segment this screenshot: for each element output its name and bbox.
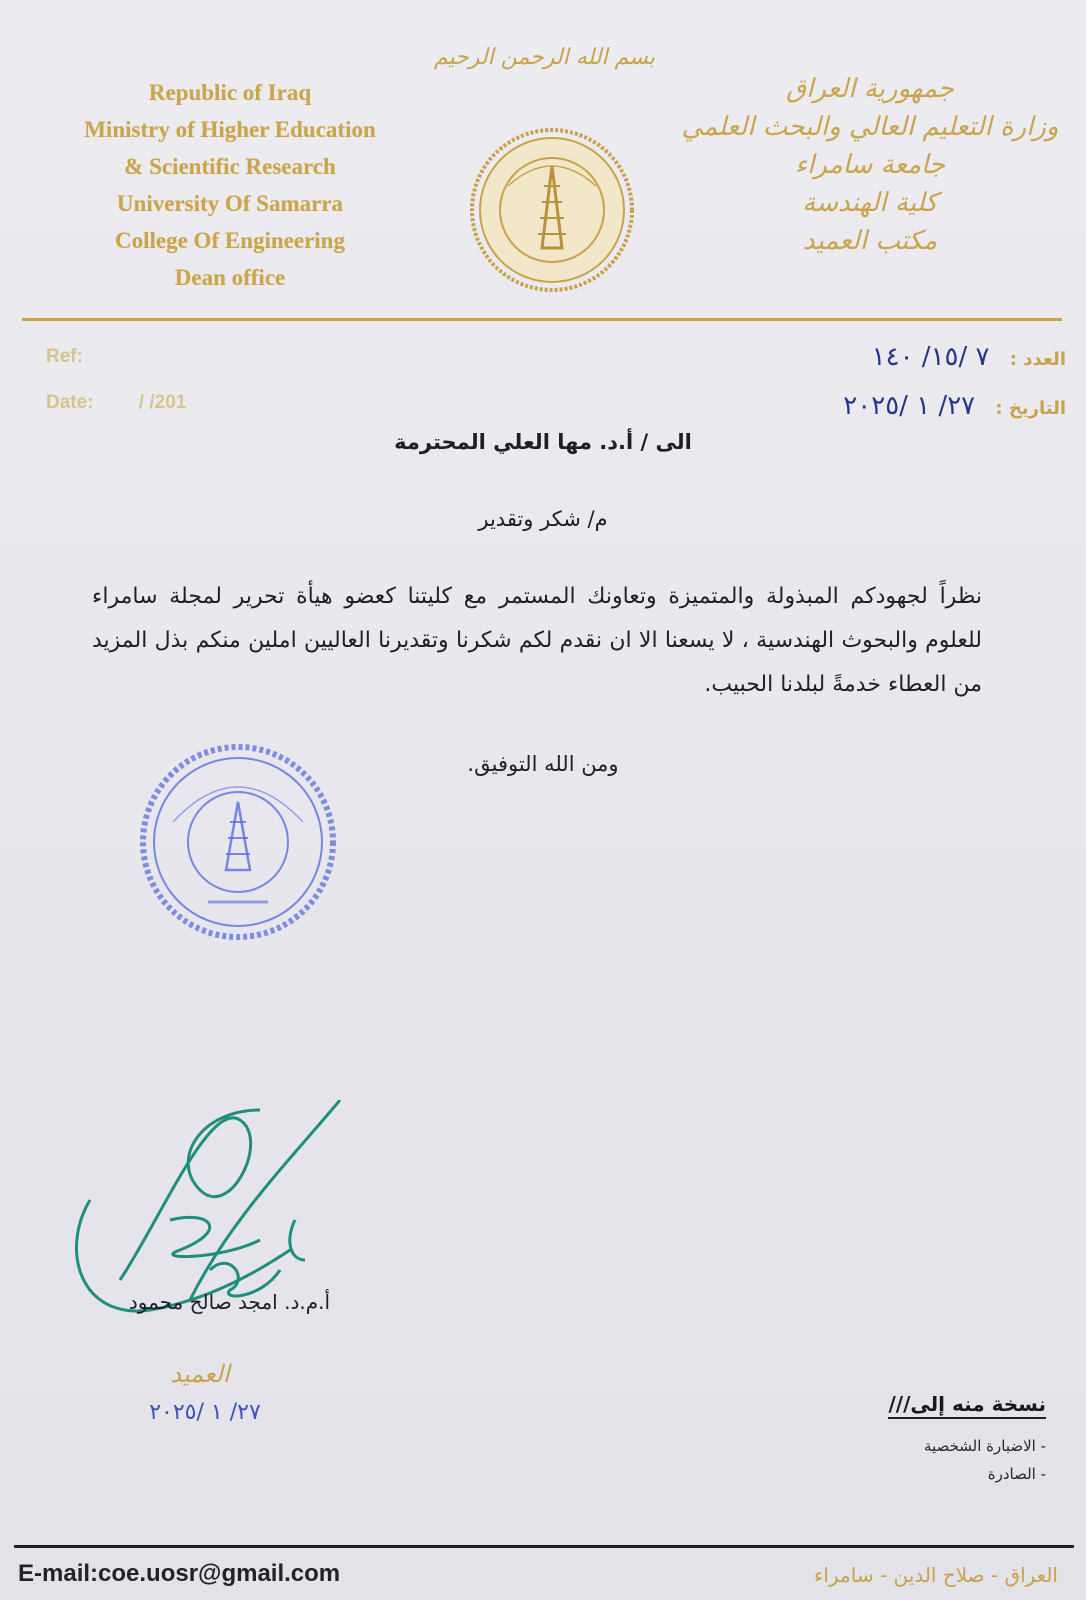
copies-list xyxy=(924,1432,1046,1488)
header-ar-line: مكتب العميد xyxy=(802,226,938,256)
signer-name: أ.م.د. امجد صالح محمود xyxy=(128,1290,330,1314)
reference-arabic xyxy=(843,334,1066,432)
letter-number: ٧ /١٥/ ١٤٠ xyxy=(871,342,990,372)
header-en-line: Dean office xyxy=(174,265,286,290)
header-en-line: University Of Samarra xyxy=(116,191,344,216)
header-en-line: Ministry of Higher Education xyxy=(84,117,376,142)
header-en-line: Republic of Iraq xyxy=(148,80,312,105)
footer-divider xyxy=(14,1545,1074,1548)
header-ar-line: جمهورية العراق xyxy=(786,74,954,104)
dean-title: العميد xyxy=(170,1360,230,1388)
header-en-line: College Of Engineering xyxy=(115,228,345,253)
date-label: Date: xyxy=(46,392,94,413)
closing-line: ومن الله التوفيق. xyxy=(467,752,619,776)
footer-address: العراق - صلاح الدين - سامراء xyxy=(814,1563,1058,1587)
reference-english xyxy=(46,334,186,426)
college-stamp-icon xyxy=(138,742,338,942)
copies-title: نسخة منه إلى/// xyxy=(888,1392,1046,1419)
basmala: بسم الله الرحمن الرحيم xyxy=(433,45,655,70)
header-divider xyxy=(22,318,1062,321)
letter-body: نظراً لجهودكم المبذولة والمتميزة وتعاونك المستمر مع كليتنا كعضو هيأة تحرير لمجلة سامراء للعلوم والبحوث الهندسية ، لا يسعنا الا ان نقدم لكم شكرنا وتقديرنا العاليين املين منكم بذل المزيد من العطاء خدمةً لبلدنا الحبيب. xyxy=(92,584,982,697)
date-placeholder: / /201 xyxy=(138,392,187,413)
header-ar-line: جامعة سامراء xyxy=(794,150,946,180)
signature-date: ٢٧/ ١ /٢٠٢٥ xyxy=(149,1400,261,1425)
subject-line: م/ شكر وتقدير xyxy=(478,507,608,531)
list-item: - الصادرة xyxy=(987,1465,1046,1483)
ref-label: Ref: xyxy=(46,346,83,367)
university-emblem-icon xyxy=(468,126,636,294)
list-item: - الاضبارة الشخصية xyxy=(924,1437,1046,1455)
number-label: العدد : xyxy=(1009,349,1066,370)
header-english xyxy=(40,74,420,296)
header-ar-line: وزارة التعليم العالي والبحث العلمي xyxy=(681,112,1059,142)
date-label-ar: التاريخ : xyxy=(995,398,1066,419)
header-ar-line: كلية الهندسة xyxy=(802,188,938,218)
header-en-line: & Scientific Research xyxy=(124,154,336,179)
footer-email: E-mail:coe.uosr@gmail.com xyxy=(18,1560,341,1587)
header-arabic xyxy=(680,70,1060,260)
recipient-line: الى / أ.د. مها العلي المحترمة xyxy=(394,430,692,454)
letter-date: ٢٧/ ١ /٢٠٢٥ xyxy=(843,391,976,421)
